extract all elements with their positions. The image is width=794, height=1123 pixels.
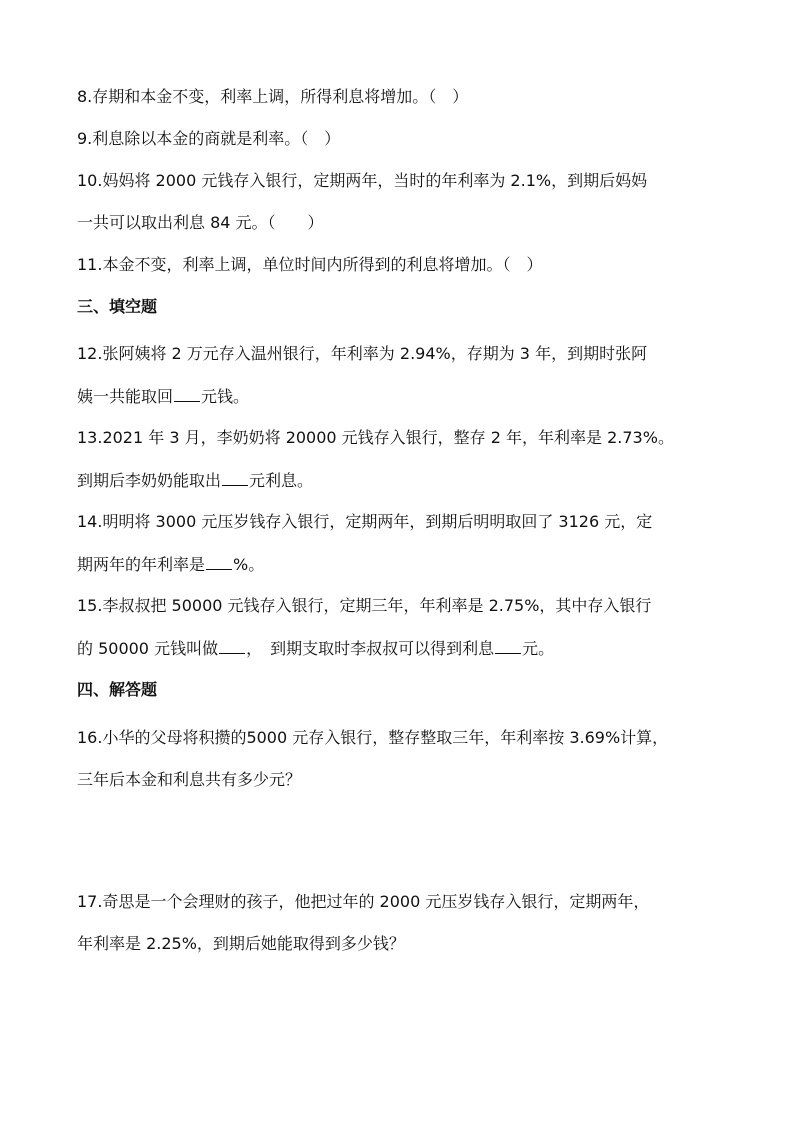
- question-17-line-2: 年利率是 2.25%，到期后她能取得到多少钱？: [77, 934, 405, 953]
- question-16-line-2: 三年后本金和利息共有多少元？: [77, 770, 302, 789]
- answer-blank-14[interactable]: [206, 553, 232, 570]
- question-13-text-before: 到期后李奶奶能取出: [77, 471, 222, 490]
- question-14-text-before: 期两年的年利率是: [77, 555, 206, 574]
- question-10-line-2: 一共可以取出利息 84 元。（ ）: [77, 213, 324, 232]
- question-15-text-middle: ， 到期支取时李叔叔可以得到利息: [246, 639, 495, 658]
- question-14-line-2: [77, 553, 727, 576]
- question-12-line-1: 12.张阿姨将 2 万元存入温州银行，年利率为 2.94%，存期为 3 年，到期时张阿: [77, 344, 648, 363]
- question-14-line-1: 14.明明将 3000 元压岁钱存入银行，定期两年，到期后明明取回了 3126 元，定: [77, 512, 653, 531]
- question-12-line-2: [77, 385, 727, 408]
- answer-blank-15b[interactable]: [495, 637, 521, 654]
- section-4-heading: 四、解答题: [77, 680, 158, 699]
- question-17-line-1: 17.奇思是一个会理财的孩子，他把过年的 2000 元压岁钱存入银行，定期两年，: [77, 892, 650, 911]
- answer-blank-13[interactable]: [222, 469, 248, 486]
- question-13-text-after: 元利息。: [249, 471, 314, 490]
- question-15-text-before: 的 50000 元钱叫做: [77, 639, 219, 658]
- question-15-text-after: 元。: [522, 639, 555, 658]
- question-13-line-2: [77, 469, 727, 492]
- question-10-line-1: 10.妈妈将 2000 元钱存入银行，定期两年，当时的年利率为 2.1%，到期后妈妈: [77, 171, 648, 190]
- question-11: 11.本金不变，利率上调，单位时间内所得到的利息将增加。（ ）: [77, 255, 543, 274]
- question-14-text-after: %。: [233, 555, 265, 574]
- question-15-line-2: [77, 637, 727, 660]
- section-3-heading: 三、填空题: [77, 297, 158, 316]
- question-12-text-before: 姨一共能取回: [77, 387, 174, 406]
- question-13-line-1: 13.2021 年 3 月，李奶奶将 20000 元钱存入银行，整存 2 年，年利率是 2.73%。: [77, 428, 674, 447]
- question-12-text-after: 元钱。: [201, 387, 250, 406]
- question-9: 9.利息除以本金的商就是利率。（ ）: [77, 129, 341, 148]
- answer-blank-15a[interactable]: [219, 637, 245, 654]
- question-15-line-1: 15.李叔叔把 50000 元钱存入银行，定期三年，年利率是 2.75%，其中存入银行: [77, 596, 652, 615]
- question-16-line-1: 16.小华的父母将积攒的5000 元存入银行，整存整取三年，年利率按 3.69%计算，: [77, 728, 669, 747]
- question-8: 8.存期和本金不变，利率上调，所得利息将增加。（ ）: [77, 87, 469, 106]
- answer-blank-12[interactable]: [174, 385, 200, 402]
